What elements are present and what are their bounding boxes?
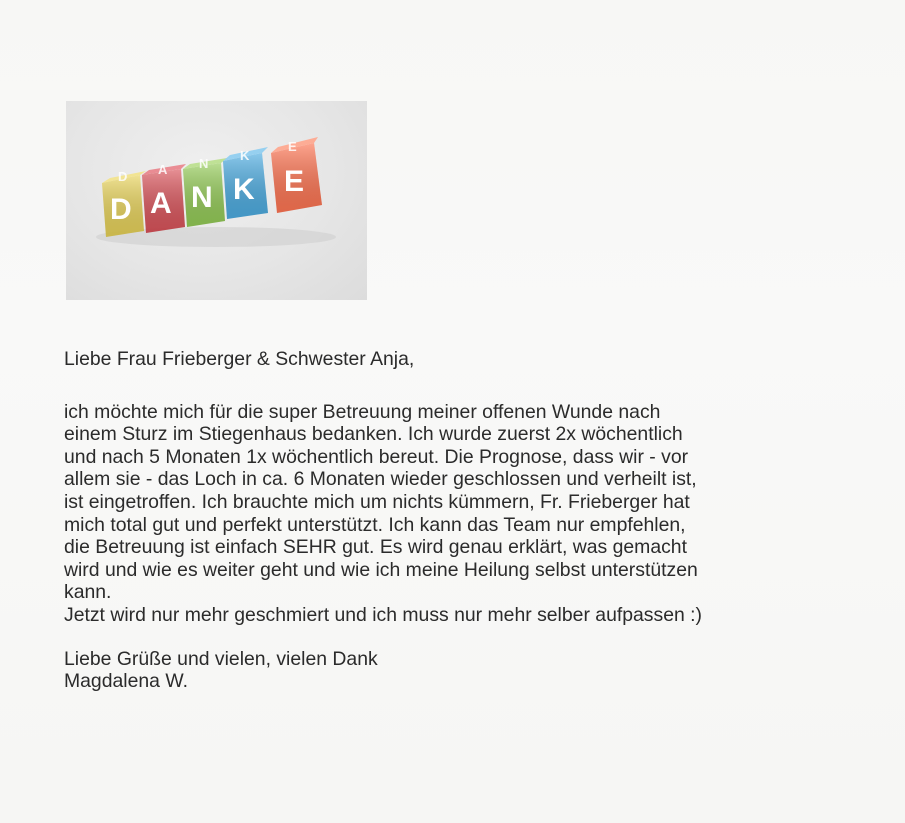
- letter-body-line: ist eingetroffen. Ich brauchte mich um nichts kümmern, Fr. Frieberger hat: [64, 490, 690, 513]
- cube-top-letter: A: [158, 162, 168, 177]
- letter-body-line: einem Sturz im Stiegenhaus bedanken. Ich wurde zuerst 2x wöchentlich: [64, 423, 683, 446]
- letter-body: [64, 401, 864, 627]
- cube-front-letter: N: [191, 181, 213, 214]
- letter-body-line: kann.: [64, 581, 112, 604]
- cube-front-letter: A: [150, 187, 172, 220]
- cube-top-letter: N: [199, 156, 209, 171]
- letter-body-line: wird und wie es weiter geht und wie ich meine Heilung selbst unterstützen: [64, 558, 698, 581]
- cube-top-letter: D: [118, 169, 128, 184]
- cube-top-letter: K: [240, 148, 250, 163]
- letter-cubes-illustration: [66, 101, 367, 300]
- cube-top-letter: E: [288, 139, 297, 154]
- danke-photo: [66, 101, 367, 300]
- letter-body-line: ich möchte mich für die super Betreuung meiner offenen Wunde nach: [64, 400, 661, 423]
- letter-body-line: und nach 5 Monaten 1x wöchentlich bereut. Die Prognose, dass wir - vor: [64, 445, 689, 468]
- letter-body-line: die Betreuung ist einfach SEHR gut. Es wird genau erklärt, was gemacht: [64, 536, 687, 559]
- letter-body-line: allem sie - das Loch in ca. 6 Monaten wieder geschlossen und verheilt ist,: [64, 468, 697, 491]
- letter-body-line: mich total gut und perfekt unterstützt. Ich kann das Team nur empfehlen,: [64, 513, 686, 536]
- letter-closing: [64, 648, 864, 693]
- thank-you-letter: [64, 340, 864, 693]
- closing-line: Liebe Grüße und vielen, vielen Dank: [64, 647, 378, 670]
- cube-front-letter: K: [233, 173, 255, 206]
- signature: Magdalena W.: [64, 670, 188, 693]
- cube-front-letter: E: [284, 165, 305, 198]
- letter-greeting: Liebe Frau Frieberger & Schwester Anja,: [64, 348, 415, 370]
- letter-body-line: Jetzt wird nur mehr geschmiert und ich muss nur mehr selber aufpassen :): [64, 603, 702, 626]
- cube-front-letter: D: [110, 193, 132, 226]
